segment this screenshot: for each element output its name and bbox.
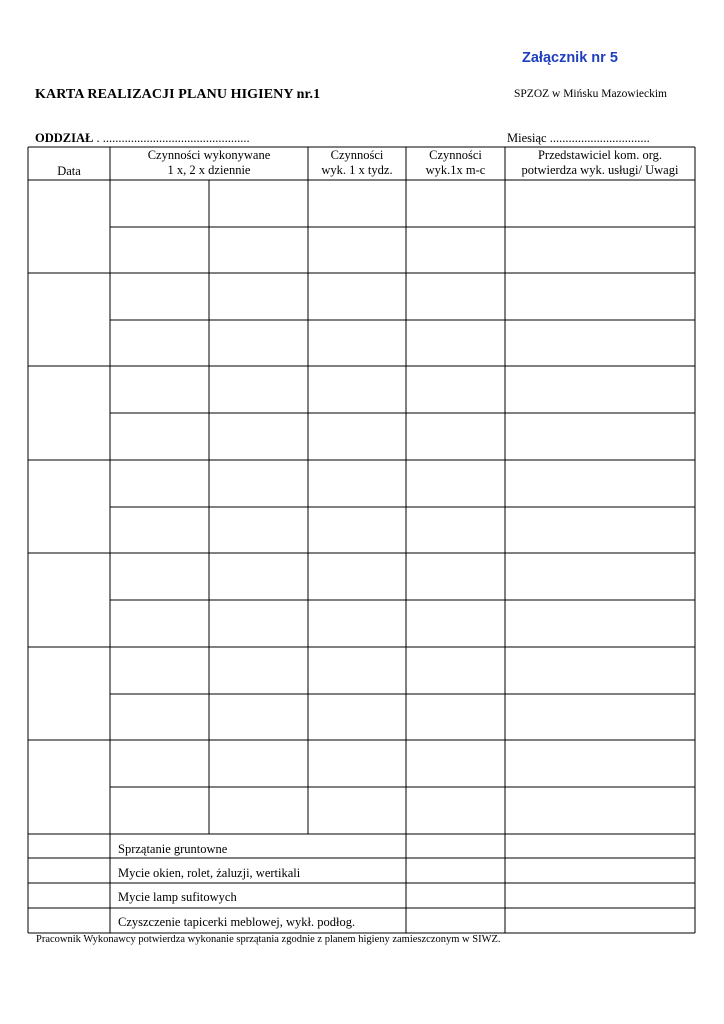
general-task-row: Mycie lamp sufitowych xyxy=(118,890,237,904)
header-monthly xyxy=(406,148,505,178)
header-representative-line1: Przedstawiciel kom. org. xyxy=(537,148,663,162)
general-task-row: Mycie okien, rolet, żaluzji, wertikali xyxy=(118,866,301,880)
footer-note: Pracownik Wykonawcy potwierdza wykonanie sprzątania zgodnie z planem higieny zamieszczonym w SIWZ. xyxy=(36,934,501,945)
header-representative xyxy=(505,148,695,178)
annex-label: Załącznik nr 5 xyxy=(522,50,618,66)
department-label: ODDZIAŁ xyxy=(35,131,94,145)
department-dots: . ............................................... xyxy=(93,131,250,145)
general-task-row: Sprzątanie gruntowne xyxy=(118,842,228,856)
header-weekly xyxy=(308,148,406,178)
organization-name: SPZOZ w Mińsku Mazowieckim xyxy=(514,88,668,100)
header-weekly-line2: wyk. 1 x tydz. xyxy=(321,163,393,177)
header-daily xyxy=(110,148,308,178)
header-daily-line2: 1 x, 2 x dziennie xyxy=(167,163,251,177)
general-task-row: Czyszczenie tapicerki meblowej, wykł. podłog. xyxy=(118,915,356,929)
month-label: Miesiąc xyxy=(507,131,547,145)
header-date: Data xyxy=(57,164,81,178)
header-monthly-line2: wyk.1x m-c xyxy=(425,163,486,177)
month-dots: ................................ xyxy=(546,131,650,145)
header-representative-line2: potwierdza wyk. usługi/ Uwagi xyxy=(521,163,679,177)
header-weekly-line1: Czynności xyxy=(330,148,384,162)
header-daily-line1: Czynności wykonywane xyxy=(147,148,271,162)
document-title: KARTA REALIZACJI PLANU HIGIENY nr.1 xyxy=(35,87,321,102)
header-monthly-line1: Czynności xyxy=(429,148,482,162)
